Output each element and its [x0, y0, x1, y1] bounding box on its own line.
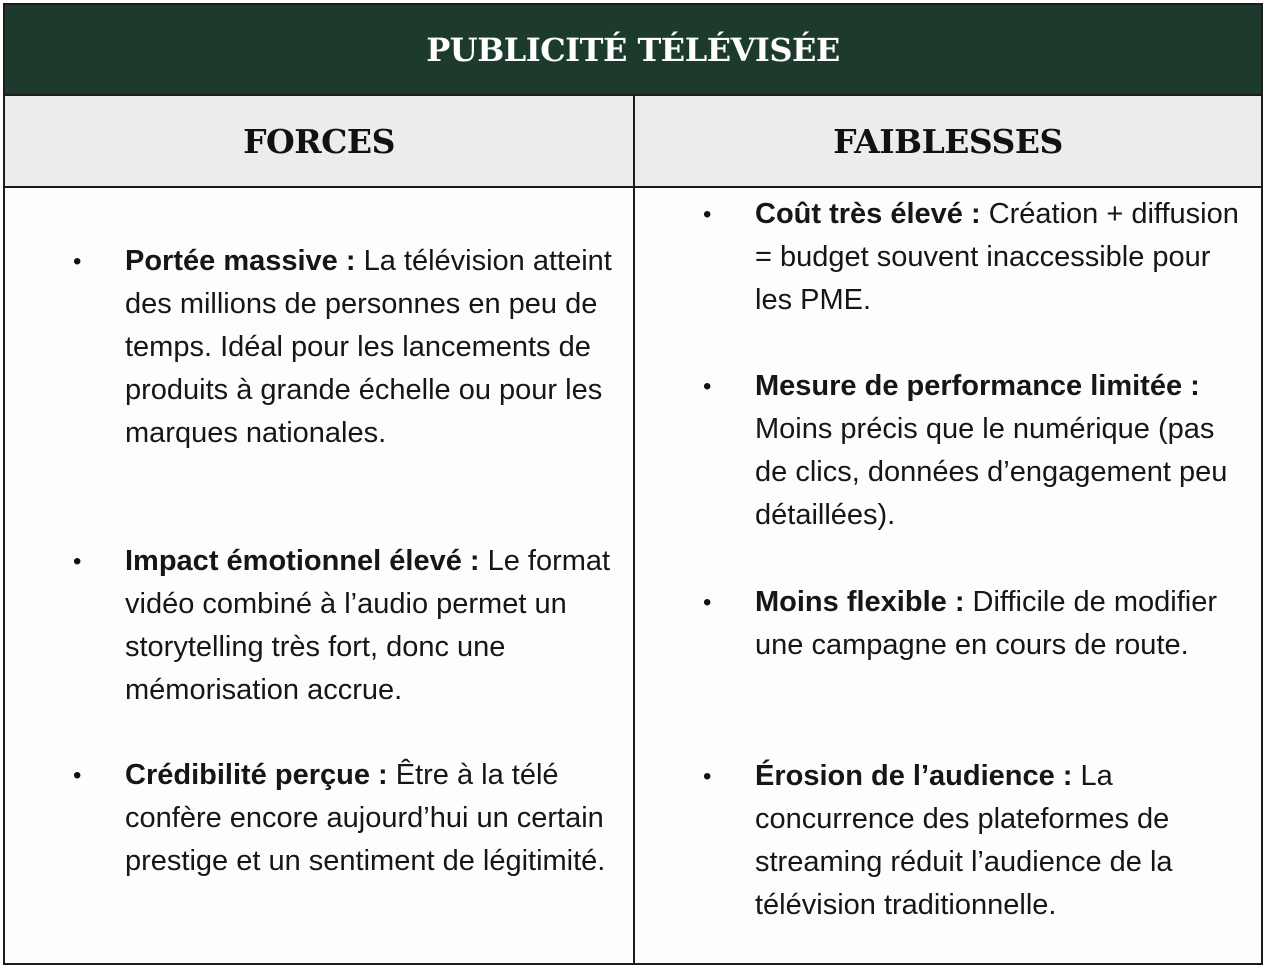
bullet-icon: •	[703, 201, 712, 228]
bullet-icon: •	[73, 762, 82, 789]
item-label: Coût très élevé :	[755, 198, 981, 230]
item-label: Moins flexible :	[755, 586, 965, 618]
item-text: Difficile de modifier une campagne en cours de route.	[755, 586, 1217, 661]
item-text: Être à la télé confère encore aujourd’hui un certain prestige et un sentiment de légitimité.	[125, 759, 606, 877]
list-item	[703, 581, 1250, 667]
bullet-icon: •	[73, 548, 82, 575]
bullet-icon: •	[703, 373, 712, 400]
list-item	[703, 365, 1250, 537]
column-header-forces: FORCES	[243, 121, 395, 161]
table-title: PUBLICITÉ TÉLÉVISÉE	[426, 30, 840, 69]
list-item	[73, 540, 615, 712]
item-text: Création + diffusion = budget souvent inaccessible pour les PME.	[755, 198, 1239, 316]
item-text: Le format vidéo combiné à l’audio permet un storytelling très fort, donc une mémorisation accrue.	[125, 545, 611, 706]
list-item	[73, 754, 615, 883]
item-label: Crédibilité perçue :	[125, 759, 388, 791]
comparison-table	[3, 3, 1263, 965]
item-text: La concurrence des plateformes de streaming réduit l’audience de la télévision traditionnelle.	[755, 760, 1173, 921]
title-bar	[5, 5, 1261, 96]
column-divider	[633, 96, 635, 963]
item-label: Impact émotionnel élevé :	[125, 545, 480, 577]
item-label: Portée massive :	[125, 245, 356, 277]
list-item	[703, 193, 1250, 322]
column-header-faiblesses: FAIBLESSES	[833, 121, 1063, 161]
list-item	[703, 755, 1250, 927]
bullet-icon: •	[73, 248, 82, 275]
bullet-icon: •	[703, 763, 712, 790]
item-text: La télévision atteint des millions de personnes en peu de temps. Idéal pour les lancements de produits à grande échelle ou pour les marques nationales.	[125, 245, 612, 449]
bullet-icon: •	[703, 589, 712, 616]
item-label: Mesure de performance limitée :	[755, 370, 1200, 402]
list-item	[73, 240, 615, 455]
item-label: Érosion de l’audience :	[755, 760, 1073, 792]
item-text: Moins précis que le numérique (pas de clics, données d’engagement peu détaillées).	[755, 413, 1228, 531]
